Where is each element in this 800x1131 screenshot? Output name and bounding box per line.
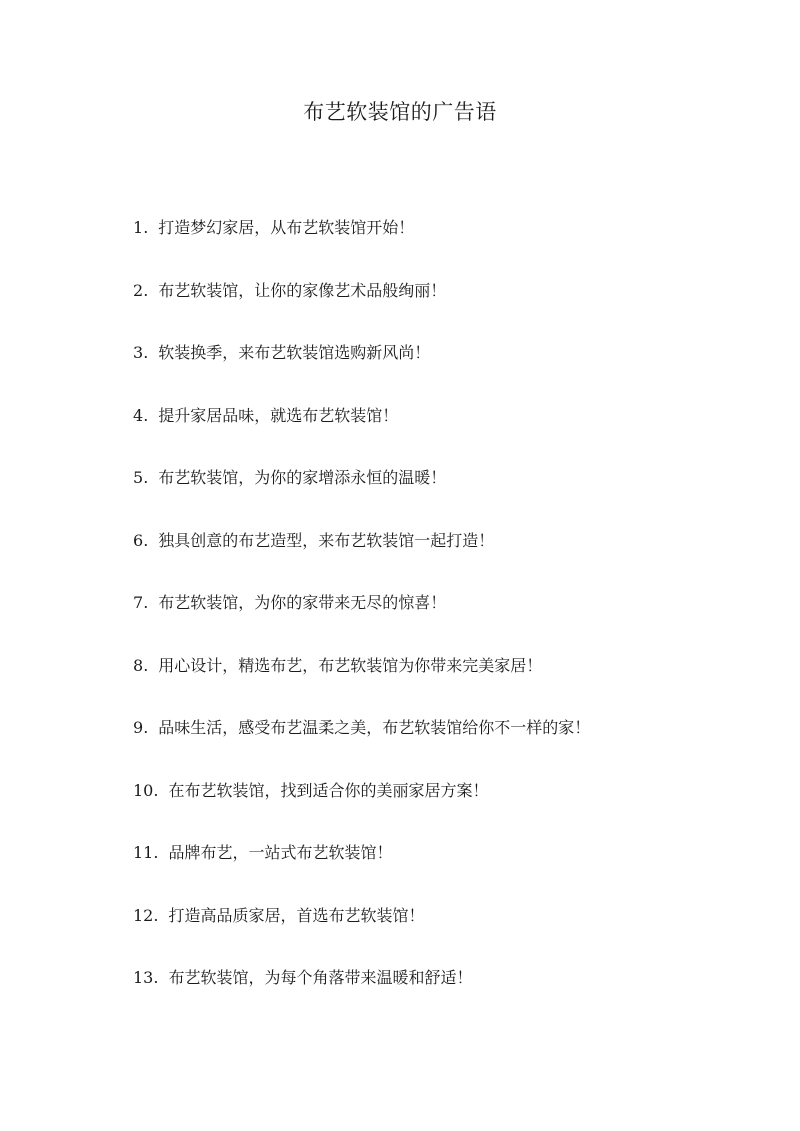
list-item-text: 品味生活，感受布艺温柔之美，布艺软装馆给你不一样的家！ bbox=[158, 718, 591, 737]
list-item bbox=[133, 525, 753, 588]
slogan-list bbox=[133, 212, 753, 1025]
list-item-number: 8 . bbox=[133, 650, 148, 713]
list-item bbox=[133, 337, 753, 400]
list-item bbox=[133, 400, 753, 463]
list-item-text: 布艺软装馆，让你的家像艺术品般绚丽！ bbox=[158, 280, 447, 300]
list-item-text: 布艺软装馆，为你的家带来无尽的惊喜！ bbox=[158, 593, 447, 612]
list-item-number: 6 . bbox=[133, 525, 148, 588]
list-item-text: 打造高品质家居，首选布艺软装馆！ bbox=[168, 905, 425, 925]
list-item-number: 5 . bbox=[133, 462, 148, 525]
list-item-text: 软装换季，来布艺软装馆选购新风尚！ bbox=[158, 343, 431, 362]
list-item-text: 在布艺软装馆，找到适合你的美丽家居方案！ bbox=[168, 780, 489, 800]
list-item-text: 品牌布艺，一站式布艺软装馆！ bbox=[168, 843, 393, 862]
list-item bbox=[133, 837, 753, 900]
list-item-number: 1 . bbox=[133, 212, 148, 275]
list-item bbox=[133, 212, 753, 275]
list-item-number: 7 . bbox=[133, 587, 148, 650]
list-item-text: 用心设计，精选布艺，布艺软装馆为你带来完美家居！ bbox=[158, 655, 543, 675]
list-item-text: 打造梦幻家居，从布艺软装馆开始！ bbox=[158, 218, 415, 237]
list-item-number: 12 . bbox=[133, 900, 158, 963]
list-item-number: 11 . bbox=[133, 837, 158, 900]
list-item-text: 布艺软装馆，为每个角落带来温暖和舒适！ bbox=[168, 968, 473, 987]
list-item-text: 提升家居品味，就选布艺软装馆！ bbox=[158, 405, 399, 425]
list-item-number: 10 . bbox=[133, 775, 158, 838]
list-item-number: 2 . bbox=[133, 275, 148, 338]
list-item-number: 3 . bbox=[133, 337, 148, 400]
list-item-number: 13 . bbox=[133, 962, 158, 1025]
list-item-text: 布艺软装馆，为你的家增添永恒的温暖！ bbox=[158, 468, 447, 487]
list-item bbox=[133, 775, 753, 838]
list-item bbox=[133, 962, 753, 1025]
list-item bbox=[133, 462, 753, 525]
list-item bbox=[133, 650, 753, 713]
list-item bbox=[133, 712, 753, 775]
list-item bbox=[133, 275, 753, 338]
list-item-number: 4 . bbox=[133, 400, 148, 463]
list-item bbox=[133, 587, 753, 650]
document-title: 布艺软装馆的广告语 bbox=[303, 100, 497, 124]
list-item bbox=[133, 900, 753, 963]
list-item-number: 9 . bbox=[133, 712, 148, 775]
list-item-text: 独具创意的布艺造型，来布艺软装馆一起打造！ bbox=[158, 530, 495, 550]
